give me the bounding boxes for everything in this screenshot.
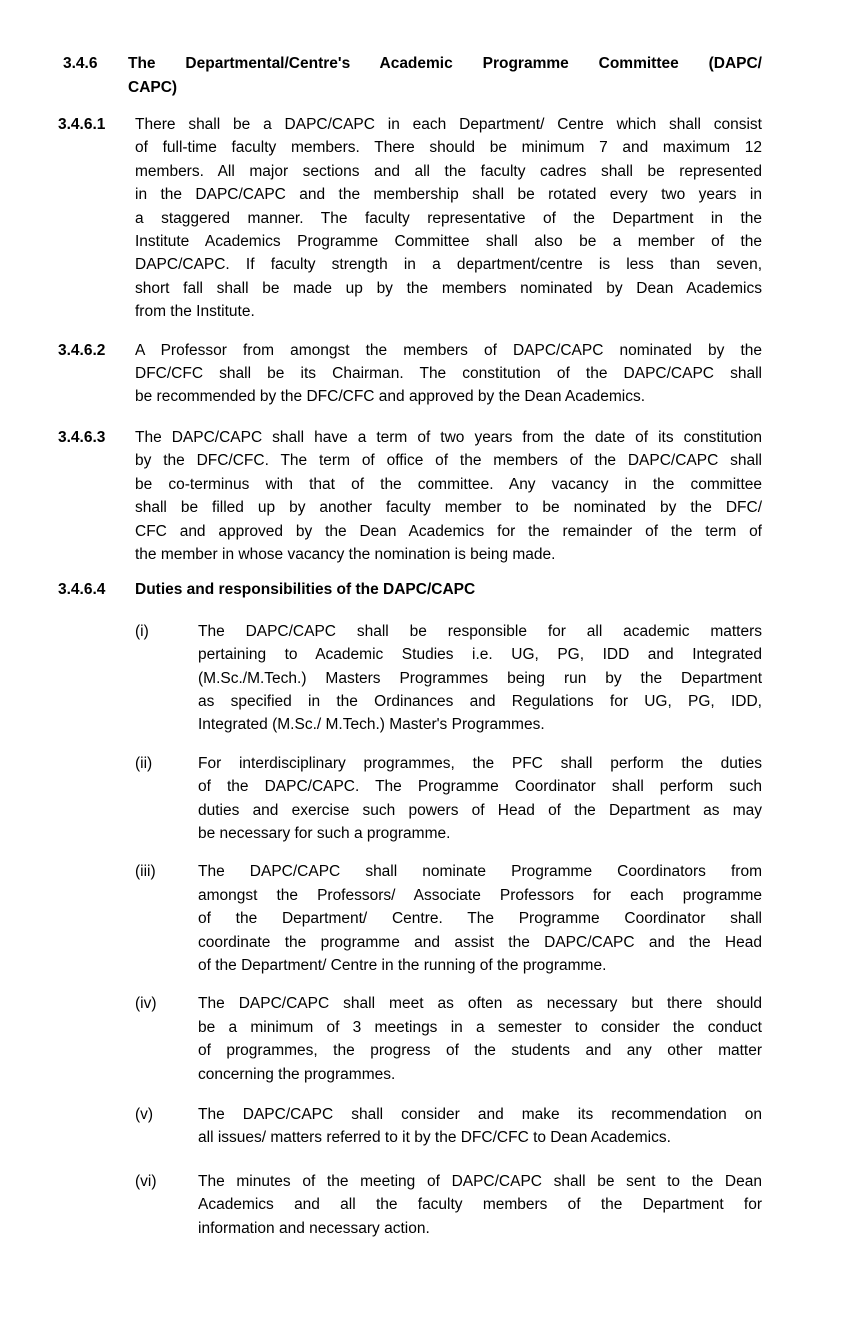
text-line: members. All major sections and all the faculty cadres shall be represented [135,162,762,180]
text-line: DAPC/CAPC. If faculty strength in a department/centre is less than seven, [135,256,762,274]
text-line: from the Institute. [135,303,255,321]
text-line: The DAPC/CAPC shall be responsible for all academic matters [198,622,762,640]
text-line: Institute Academics Programme Committee shall also be a member of the [135,233,762,251]
text-line: of the Department/ Centre. The Programme Coordinator shall [198,910,762,928]
item-marker: (vi) [135,1172,157,1190]
text-line: short fall shall be made up by the members nominated by Dean Academics [135,279,762,297]
list-item [0,992,863,1086]
text-line: information and necessary action. [198,1219,430,1237]
text-line: A Professor from amongst the members of DAPC/CAPC nominated by the [135,341,762,359]
text-line: be recommended by the DFC/CFC and approved by the Dean Academics. [135,388,646,406]
section-heading [0,52,863,100]
text-line: (M.Sc./M.Tech.) Masters Programmes being run by the Department [198,669,762,687]
text-line: be a minimum of 3 meetings in a semester to consider the conduct [198,1018,762,1036]
text-line: a staggered manner. The faculty representative of the Department in the [135,209,762,227]
paragraph-text [198,752,762,846]
text-line: The DAPC/CAPC shall meet as often as necessary but there should [198,995,762,1013]
text-line: Duties and responsibilities of the DAPC/CAPC [135,581,476,599]
list-item [0,752,863,846]
text-line: DFC/CFC shall be its Chairman. The constitution of the DAPC/CAPC shall [135,365,762,383]
text-line: The Departmental/Centre's Academic Programme Committee (DAPC/ [128,55,762,72]
paragraph-text [198,992,762,1086]
text-line: of the DAPC/CAPC. The Programme Coordinator shall perform such [198,778,762,796]
text-line: The DAPC/CAPC shall have a term of two years from the date of its constitution [135,428,762,446]
text-line: of full-time faculty members. There should be minimum 7 and maximum 12 [135,139,762,157]
paragraph-text [135,578,762,601]
paragraph-text [135,426,762,566]
list-item [0,620,863,737]
list-item [0,1103,863,1150]
text-line: as specified in the Ordinances and Regulations for UG, PG, IDD, [198,692,762,710]
text-line: pertaining to Academic Studies i.e. UG, PG, IDD and Integrated [198,646,762,664]
item-marker: (iv) [135,995,157,1013]
numbered-paragraph [0,426,863,566]
numbered-paragraph [0,339,863,409]
paragraph-text [198,620,762,737]
paragraph-text [135,339,762,409]
item-marker: (iii) [135,863,156,881]
section-number: 3.4.6.4 [58,581,106,599]
section-number: 3.4.6.1 [58,116,106,133]
text-line: of programmes, the progress of the students and any other matter [198,1042,762,1060]
text-line: The DAPC/CAPC shall consider and make its recommendation on [198,1106,762,1124]
sub-heading [0,578,863,601]
text-line: Academics and all the faculty members of the Department for [198,1196,762,1214]
text-line: of the Department/ Centre in the running of the programme. [198,957,607,974]
text-line: There shall be a DAPC/CAPC in each Department/ Centre which shall consist [135,116,762,133]
text-line: amongst the Professors/ Associate Professors for each programme [198,886,762,904]
text-line: all issues/ matters referred to it by the DFC/CFC to Dean Academics. [198,1129,671,1147]
text-line: Integrated (M.Sc./ M.Tech.) Master's Programmes. [198,716,545,734]
paragraph-text [198,1170,762,1240]
section-number: 3.4.6 [63,55,98,72]
text-line: The minutes of the meeting of DAPC/CAPC shall be sent to the Dean [198,1172,762,1190]
section-number: 3.4.6.2 [58,341,106,359]
text-line: shall be filled up by another faculty member to be nominated by the DFC/ [135,499,762,517]
paragraph-text [198,860,762,977]
item-marker: (v) [135,1106,154,1124]
text-line: concerning the programmes. [198,1065,396,1083]
text-line: The DAPC/CAPC shall nominate Programme Coordinators from [198,863,762,881]
section-number: 3.4.6.3 [58,428,106,446]
text-line: the member in whose vacancy the nomination is being made. [135,545,556,563]
document-content [0,52,863,1240]
list-item [0,860,863,977]
text-line: For interdisciplinary programmes, the PFC shall perform the duties [198,754,762,772]
item-marker: (i) [135,622,149,640]
numbered-paragraph [0,113,863,324]
paragraph-text [198,1103,762,1150]
list-item [0,1170,863,1240]
item-marker: (ii) [135,754,153,772]
text-line: CAPC) [128,79,178,96]
text-line: coordinate the programme and assist the DAPC/CAPC and the Head [198,933,762,951]
text-line: CFC and approved by the Dean Academics for the remainder of the term of [135,522,762,540]
text-line: duties and exercise such powers of Head of the Department as may [198,801,762,819]
text-line: in the DAPC/CAPC and the membership shall be rotated every two years in [135,186,762,204]
paragraph-text [128,52,762,100]
text-line: be necessary for such a programme. [198,824,451,842]
text-line: be co-terminus with that of the committee. Any vacancy in the committee [135,475,762,493]
text-line: by the DFC/CFC. The term of office of the members of the DAPC/CAPC shall [135,452,762,470]
paragraph-text [135,113,762,324]
